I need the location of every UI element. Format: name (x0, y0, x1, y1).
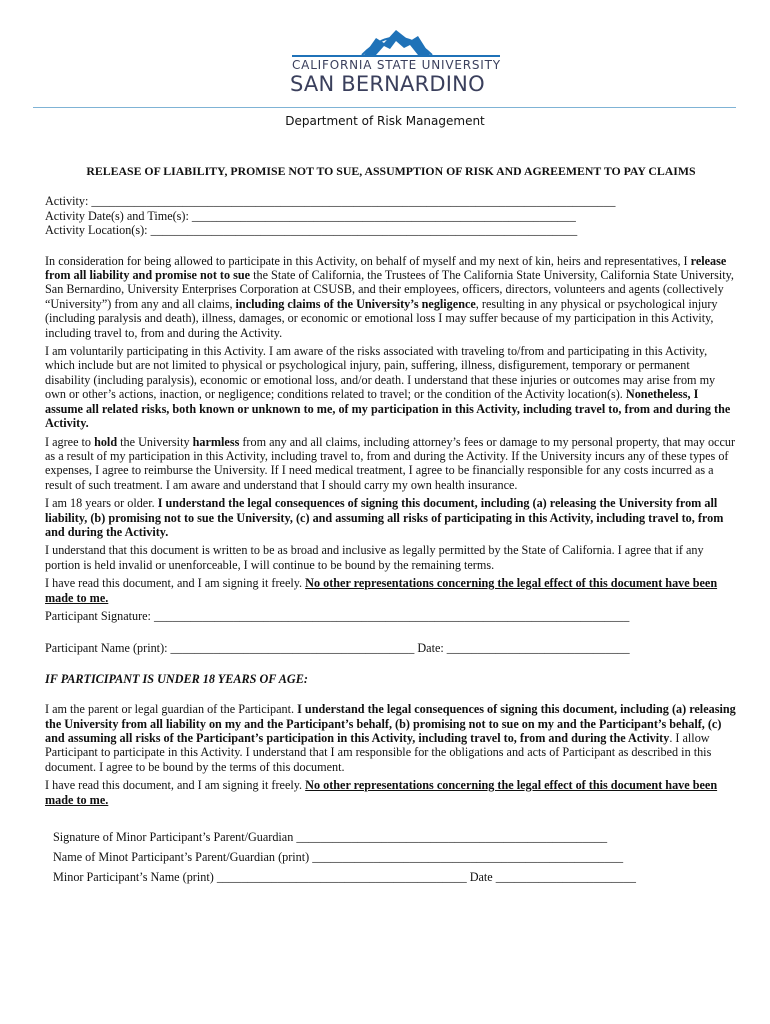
activity-fields (45, 194, 737, 237)
university-name-line1: CALIFORNIA STATE UNIVERSITY (292, 58, 501, 72)
read-and-signed-paragraph: I have read this document, and I am signing it freely. No other representations concerning the legal effect of this document have been made to me. (45, 576, 718, 605)
guardian-signature-field[interactable]: Signature of Minor Participant’s Parent/Guardian ___________________________________________________ (53, 830, 608, 845)
letterhead (0, 18, 770, 98)
guardian-name-field[interactable]: Name of Minot Participant’s Parent/Guardian (print) ___________________________________________________ (53, 850, 624, 865)
hold-harmless-paragraph: I agree to hold the University harmless from any and all claims, including attorney’s fees or damage to my personal property, that may occur as a result of my participation in this Activity, including travel to, from and during the Activity. If the University incurs any of these types of expenses, I agree to reimburse the University. If I need medical treatment, I agree to be financially responsible for any costs incurred as a result of such treatment. I am aware and understand that I should carry my own health insurance. (45, 434, 736, 492)
document-body (45, 164, 737, 887)
severability-paragraph: I understand that this document is written to be as broad and inclusive as legally permitted by the State of California. I agree that if any portion is held invalid or unenforceable, I will continue to be bound by the remaining terms. (45, 543, 704, 572)
guardian-signature-block (45, 827, 737, 887)
document-title: RELEASE OF LIABILITY, PROMISE NOT TO SUE, ASSUMPTION OF RISK AND AGREEMENT TO PAY CLAIMS (86, 164, 696, 178)
department-name: Department of Risk Management (285, 114, 485, 128)
activity-field[interactable]: Activity: ______________________________________________________________________________________ (45, 194, 616, 209)
guardian-consent-paragraph: I am the parent or legal guardian of the Participant. I understand the legal consequences of signing this document, including (a) releasing the University from all liability on my and the Participant’s behalf, (b) promising not to sue on my and the Participant’s behalf, (c) and assuming all risks of the Participant’s participation in this Activity, including travel to, from and during the Activity. I allow Participant to participate in this Activity. I understand that I am responsible for the obligations and acts of Participant as described in this document. I agree to be bound by the terms of this document. (45, 702, 736, 774)
mountain-logo-icon (292, 24, 500, 58)
header-divider (33, 107, 736, 108)
activity-location-field[interactable]: Activity Location(s): ______________________________________________________________________ (45, 223, 578, 238)
participant-name-date-field[interactable]: Participant Name (print): ________________________________________ Date: ______________________________ (45, 641, 630, 656)
age-acknowledgement-paragraph: I am 18 years or older. I understand the legal consequences of signing this document, including (a) releasing the University from all liability, (b) promising not to sue the University, (c) and assuming all risks of participating in this Activity, including travel to, from and during the Activity. (45, 496, 724, 539)
minor-name-date-field[interactable]: Minor Participant’s Name (print) _________________________________________ Date _______________________ (53, 870, 636, 885)
voluntary-participation-paragraph: I am voluntarily participating in this Activity. I am aware of the risks associated with traveling to/from and participating in this Activity, which include but are not limited to physical or psychological injury, pain, suffering, illness, disfigurement, temporary or permanent disability (including paralysis), economic or emotional loss, and/or death. I understand that these injuries or outcomes may arise from my own or other’s actions, inaction, or negligence; conditions related to travel; or the condition of the Activity location(s). Nonetheless, I assume all related risks, both known or unknown to me, of my participation in this Activity, including travel to, from and during the Activity. (45, 344, 731, 431)
university-name-line2: SAN BERNARDINO (290, 72, 485, 96)
minor-section-heading: IF PARTICIPANT IS UNDER 18 YEARS OF AGE: (45, 671, 308, 686)
consideration-paragraph: In consideration for being allowed to participate in this Activity, on behalf of myself and my next of kin, heirs and representatives, I release from all liability and promise not to sue the State of California, the Trustees of The California State University, California State University, San Bernardino, University Enterprises Corporation at CSUSB, and their employees, officers, directors, volunteers and agents (collectively “University”) from any and all claims, including claims of the University’s negligence, resulting in any physical or psychological injury (including paralysis and death), illness, damages, or economic or emotional loss I may suffer because of my participation in this Activity, including travel to, from and during the Activity. (45, 253, 734, 340)
activity-dates-field[interactable]: Activity Date(s) and Time(s): _______________________________________________________________ (45, 208, 576, 223)
participant-signature-field[interactable]: Participant Signature: ______________________________________________________________________________ (45, 608, 630, 623)
guardian-read-and-signed-paragraph: I have read this document, and I am signing it freely. No other representations concerning the legal effect of this document have been made to me. (45, 778, 718, 807)
